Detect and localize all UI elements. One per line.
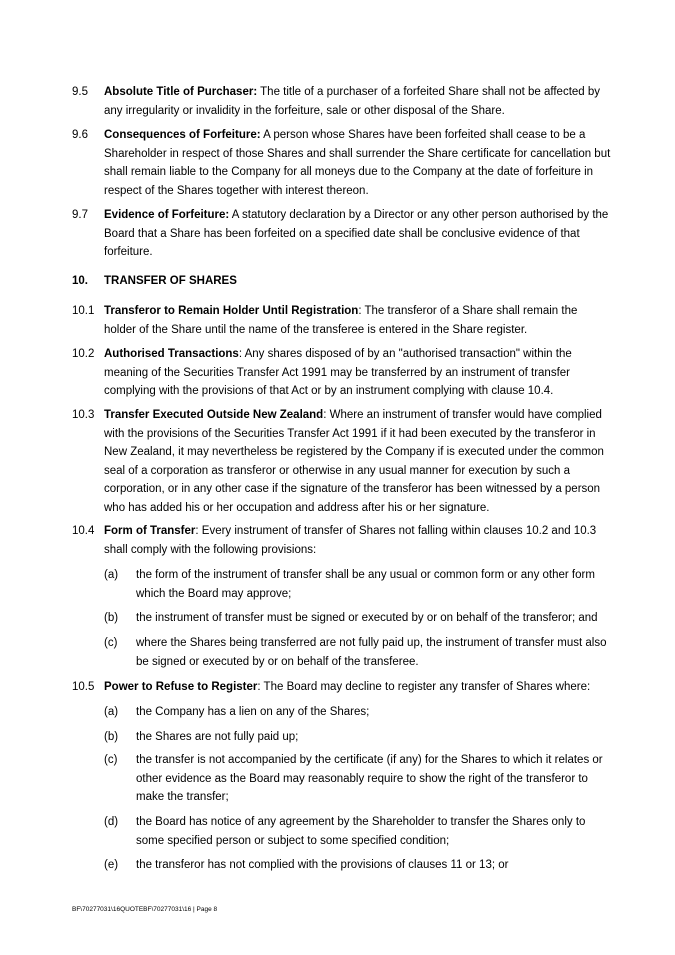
subclause-text: the transfer is not accompanied by the certificate (if any) for the Shares to which it relates or other evidence as the Board may reasonably require to show the right of the transferor to make the transfer; (136, 754, 603, 803)
clause-number: 10.5 (72, 681, 95, 693)
clause-title: Transferor to Remain Holder Until Registration (104, 305, 359, 317)
clause-title: Evidence of Forfeiture: (104, 209, 230, 221)
clause-10-3 (72, 406, 612, 517)
subclause-number: (b) (104, 731, 119, 743)
subclause-text: the Shares are not fully paid up; (136, 731, 299, 743)
subclause-number: (a) (104, 569, 119, 581)
clause-number: 9.5 (72, 86, 88, 98)
clause-title: Form of Transfer (104, 525, 196, 537)
page-footer: BF\70277031\16QUOTEBF\70277031\16 | Page 8 (72, 906, 218, 913)
clause-text: A person whose Shares have been forfeited shall cease to be a Shareholder in respect of those Shares and shall surrender the Share certificate for cancellation but shall remain liable to the Company for all moneys due to the Company at the date of forfeiture in respect of the Shares together with interest thereon. (104, 129, 611, 197)
clause-text: : Any shares disposed of by an "authorised transaction" within the meaning of the Securities Transfer Act 1991 may be transferred by an instrument of transfer complying with the provisions of that Act or by an instrument complying with clause 10.4. (104, 348, 572, 397)
clause-10-5 (72, 678, 612, 697)
clause-number: 9.6 (72, 129, 88, 141)
subclause-10-5-b (104, 728, 612, 747)
subclause-10-4-a (104, 566, 612, 603)
clause-text: The title of a purchaser of a forfeited Share shall not be affected by any irregularity or invalidity in the forfeiture, sale or other disposal of the Share. (104, 86, 601, 117)
subclause-number: (c) (104, 637, 118, 649)
subclause-number: (c) (104, 754, 118, 766)
subclause-text: where the Shares being transferred are not fully paid up, the instrument of transfer must also be signed or executed by or on behalf of the transferee. (136, 637, 607, 668)
clause-10-1 (72, 302, 612, 339)
clause-text: : Every instrument of transfer of Shares not falling within clauses 10.2 and 10.3 shall comply with the following provisions: (104, 525, 597, 556)
subclause-number: (d) (104, 816, 119, 828)
subclause-text: the instrument of transfer must be signed or executed by or on behalf of the transferor; and (136, 612, 598, 624)
clause-text: : Where an instrument of transfer would have complied with the provisions of the Securities Transfer Act 1991 if it had been executed by the transferor in New Zealand, it may nevertheless be registered by the Company if is executed under the common seal of a corporation as transferor or otherwise in any usual manner for execution by such a corporation, or in any other case if the signature of the transferor has been witnessed by a person who has added his or her occupation and address after his or her signature. (104, 409, 604, 514)
clause-10-4 (72, 522, 612, 559)
subclause-text: the Board has notice of any agreement by the Shareholder to transfer the Shares only to some specified person or subject to some specified condition; (136, 816, 586, 847)
clause-number: 10.4 (72, 525, 95, 537)
section-heading-10 (72, 272, 237, 291)
clause-9-6 (72, 126, 612, 200)
clause-number: 9.7 (72, 209, 88, 221)
subclause-text: the form of the instrument of transfer shall be any usual or common form or any other form which the Board may approve; (136, 569, 595, 600)
clause-title: Absolute Title of Purchaser: (104, 86, 258, 98)
subclause-10-5-d (104, 813, 612, 850)
subclause-10-5-e (104, 856, 612, 875)
subclause-10-4-c (104, 634, 612, 671)
clause-9-7 (72, 206, 612, 262)
clause-text: : The Board may decline to register any transfer of Shares where: (257, 681, 591, 693)
clause-number: 10.3 (72, 409, 95, 421)
clause-title: Authorised Transactions (104, 348, 239, 360)
subclause-text: the Company has a lien on any of the Shares; (136, 706, 370, 718)
clause-text: A statutory declaration by a Director or any other person authorised by the Board that a Share has been forfeited on a specified date shall be conclusive evidence of that forfeiture. (104, 209, 609, 258)
clause-title: Power to Refuse to Register (104, 681, 258, 693)
clause-number: 10.2 (72, 348, 95, 360)
clause-text: : The transferor of a Share shall remain the holder of the Share until the name of the transferee is entered in the Share register. (104, 305, 578, 336)
clause-title: Transfer Executed Outside New Zealand (104, 409, 324, 421)
section-title: TRANSFER OF SHARES (104, 275, 237, 287)
subclause-number: (e) (104, 859, 119, 871)
clause-number: 10.1 (72, 305, 95, 317)
subclause-number: (a) (104, 706, 119, 718)
subclause-10-5-a (104, 703, 612, 722)
subclause-10-5-c (104, 751, 612, 807)
subclause-10-4-b (104, 609, 612, 628)
clause-9-5 (72, 83, 612, 120)
subclause-text: the transferor has not complied with the provisions of clauses 11 or 13; or (136, 859, 509, 871)
subclause-number: (b) (104, 612, 119, 624)
clause-10-2 (72, 345, 612, 401)
clause-title: Consequences of Forfeiture: (104, 129, 261, 141)
section-number: 10. (72, 275, 88, 287)
